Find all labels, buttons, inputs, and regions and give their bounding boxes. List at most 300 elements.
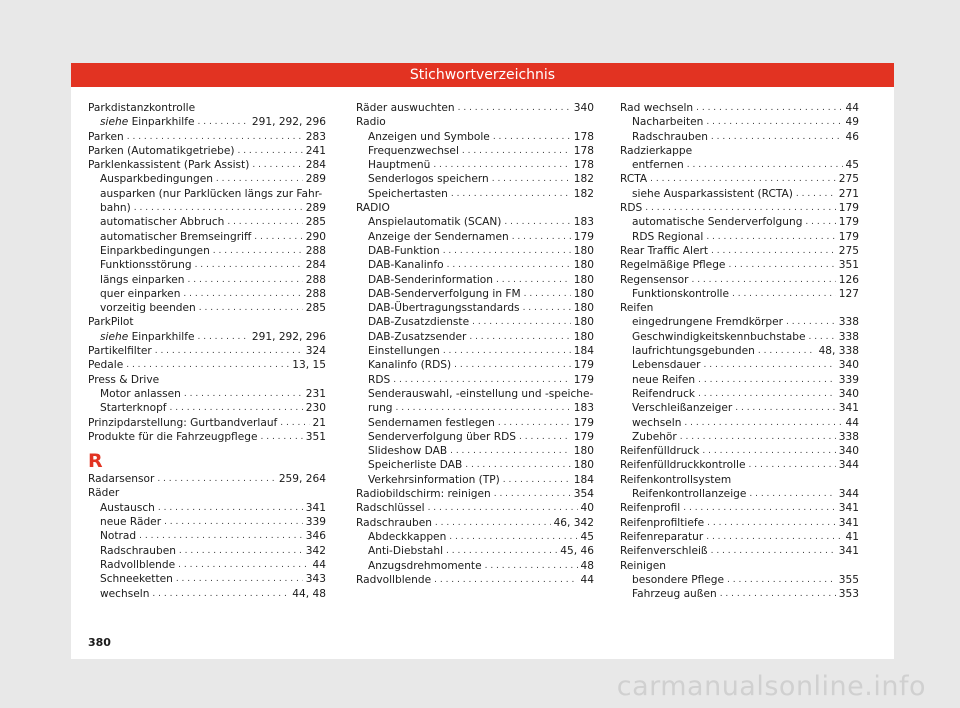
entry-text: Nacharbeiten bbox=[632, 116, 704, 129]
index-entry bbox=[356, 172, 594, 186]
entry-text: Reifenverschleiß bbox=[620, 545, 708, 558]
entry-page: 182 bbox=[573, 187, 594, 200]
index-entry bbox=[620, 516, 859, 530]
entry-page: 346 bbox=[305, 530, 326, 543]
index-entry bbox=[620, 487, 859, 501]
entry-text: Anzeige der Sendernamen bbox=[368, 230, 509, 243]
entry-term bbox=[88, 472, 154, 486]
entry-page: 41 bbox=[845, 530, 859, 543]
index-entry bbox=[620, 458, 859, 472]
index-column-3 bbox=[620, 101, 859, 601]
entry-text: Verkehrsinformation (TP) bbox=[368, 473, 500, 486]
dot-leader bbox=[728, 258, 835, 272]
entry-term bbox=[368, 559, 482, 573]
entry-text: Austausch bbox=[100, 501, 155, 514]
dot-leader bbox=[454, 358, 571, 372]
dot-leader bbox=[735, 401, 836, 415]
entry-text: Verschleißanzeiger bbox=[632, 402, 733, 415]
entry-text: Hauptmenü bbox=[368, 159, 431, 172]
entry-term bbox=[620, 172, 647, 186]
entry-term bbox=[100, 258, 192, 272]
dot-leader bbox=[183, 287, 302, 301]
entry-term bbox=[368, 273, 493, 287]
dot-leader bbox=[749, 458, 836, 472]
entry-page: 178 bbox=[573, 130, 594, 143]
entry-term bbox=[368, 301, 520, 315]
entry-page: 45 bbox=[580, 530, 594, 543]
index-entry bbox=[356, 230, 594, 244]
index-entry bbox=[88, 430, 326, 444]
dot-leader bbox=[280, 416, 309, 430]
entry-term bbox=[100, 572, 173, 586]
index-entry bbox=[356, 258, 594, 272]
dot-leader bbox=[503, 473, 571, 487]
index-heading: Parkdistanzkontrolle bbox=[88, 102, 196, 114]
entry-page: 341 bbox=[838, 545, 859, 558]
dot-leader bbox=[446, 544, 557, 558]
entry-term bbox=[100, 330, 195, 344]
index-entry bbox=[88, 158, 326, 172]
entry-page: 180 bbox=[573, 287, 594, 300]
dot-leader bbox=[650, 172, 836, 186]
dot-leader bbox=[808, 330, 835, 344]
entry-text: Partikelfilter bbox=[88, 345, 152, 358]
index-entry bbox=[88, 172, 326, 186]
dot-leader bbox=[485, 559, 578, 573]
dot-leader bbox=[261, 430, 303, 444]
dot-leader bbox=[396, 401, 571, 415]
entry-page: 290 bbox=[305, 230, 326, 243]
entry-page: 45, 46 bbox=[560, 545, 594, 558]
index-heading: Reifen bbox=[620, 302, 654, 315]
entry-text: neue Reifen bbox=[632, 373, 696, 386]
entry-term bbox=[368, 187, 448, 201]
entry-text: wechseln bbox=[632, 416, 682, 429]
entry-term bbox=[100, 244, 210, 258]
entry-term bbox=[620, 516, 704, 530]
index-entry bbox=[620, 215, 859, 229]
index-heading: ParkPilot bbox=[88, 316, 134, 329]
index-entry bbox=[88, 387, 326, 401]
entry-term bbox=[368, 401, 393, 415]
index-entry bbox=[356, 458, 594, 472]
index-entry bbox=[88, 501, 326, 515]
entry-term bbox=[632, 373, 695, 387]
dot-leader bbox=[496, 273, 571, 287]
index-entry bbox=[88, 287, 326, 301]
entry-term bbox=[88, 416, 277, 430]
entry-page: 343 bbox=[305, 573, 326, 586]
entry-text: Fahrzeug außen bbox=[632, 588, 717, 601]
entry-term bbox=[620, 101, 693, 115]
dot-leader bbox=[465, 458, 571, 472]
dot-leader bbox=[504, 215, 570, 229]
dot-leader bbox=[519, 430, 571, 444]
entry-text: eingedrungene Fremdkörper bbox=[632, 316, 783, 329]
entry-text: Anzugsdrehmomente bbox=[368, 559, 482, 572]
entry-text: Anti-Diebstahl bbox=[368, 545, 444, 558]
entry-text: Rear Traffic Alert bbox=[620, 244, 709, 257]
dot-leader bbox=[443, 244, 571, 258]
entry-text: Reifenprofiltiefe bbox=[620, 516, 705, 529]
index-entry bbox=[356, 430, 594, 444]
entry-page: 180 bbox=[573, 259, 594, 272]
entry-term bbox=[356, 501, 425, 515]
entry-term bbox=[620, 201, 642, 215]
dot-leader bbox=[687, 158, 843, 172]
dot-leader bbox=[645, 201, 836, 215]
entry-page: 184 bbox=[573, 473, 594, 486]
entry-page: 21 bbox=[312, 416, 326, 429]
entry-text: Radschrauben bbox=[632, 130, 708, 143]
dot-leader bbox=[155, 344, 303, 358]
section-banner: Stichwortverzeichnis bbox=[71, 63, 894, 87]
dot-leader bbox=[443, 344, 571, 358]
entry-page: 324 bbox=[305, 345, 326, 358]
entry-page: 179 bbox=[573, 373, 594, 386]
entry-text: Funktionskontrolle bbox=[632, 287, 730, 300]
index-entry bbox=[356, 444, 594, 458]
entry-term bbox=[620, 544, 708, 558]
entry-page: 126 bbox=[838, 273, 859, 286]
index-column-1 bbox=[88, 101, 326, 601]
index-entry bbox=[356, 130, 594, 144]
index-entry bbox=[88, 558, 326, 572]
entry-text: Reifenfülldruckkontrolle bbox=[620, 459, 746, 472]
entry-page: 184 bbox=[573, 345, 594, 358]
entry-page: 340 bbox=[838, 387, 859, 400]
dot-leader bbox=[711, 544, 836, 558]
index-entry bbox=[356, 358, 594, 372]
dot-leader bbox=[523, 301, 571, 315]
entry-page: 180 bbox=[573, 302, 594, 315]
dot-leader bbox=[199, 301, 303, 315]
entry-page: 230 bbox=[305, 402, 326, 415]
entry-term bbox=[368, 244, 440, 258]
entry-page: 275 bbox=[838, 244, 859, 257]
entry-text: Notrad bbox=[100, 530, 137, 543]
entry-text: Schneeketten bbox=[100, 573, 173, 586]
entry-term bbox=[620, 458, 746, 472]
index-entry bbox=[620, 201, 859, 215]
entry-text: entfernen bbox=[632, 159, 684, 172]
index-entry bbox=[356, 187, 594, 201]
entry-page: 289 bbox=[305, 202, 326, 215]
dot-leader bbox=[449, 530, 577, 544]
entry-term bbox=[632, 587, 717, 601]
dot-leader bbox=[227, 215, 302, 229]
index-entry bbox=[356, 487, 594, 501]
entry-text: RDS bbox=[620, 202, 643, 215]
index-entry bbox=[356, 416, 594, 430]
dot-leader bbox=[451, 187, 571, 201]
entry-text: DAB-Funktion bbox=[368, 244, 440, 257]
dot-leader bbox=[450, 444, 571, 458]
entry-text: Radiobildschirm: reinigen bbox=[356, 488, 491, 501]
entry-page: 48, 338 bbox=[818, 345, 859, 358]
entry-text: Radvollblende bbox=[356, 573, 432, 586]
index-heading: Räder bbox=[88, 487, 120, 500]
index-entry bbox=[88, 130, 326, 144]
entry-term bbox=[100, 501, 155, 515]
entry-term bbox=[632, 358, 701, 372]
entry-text: Sendernamen festlegen bbox=[368, 416, 495, 429]
entry-page: 344 bbox=[838, 488, 859, 501]
entry-text: Reifenkontrollanzeige bbox=[632, 488, 747, 501]
dot-leader bbox=[462, 144, 571, 158]
dot-leader bbox=[684, 416, 842, 430]
dot-leader bbox=[428, 501, 578, 515]
entry-page: 48 bbox=[580, 559, 594, 572]
entry-text: Regensensor bbox=[620, 273, 689, 286]
entry-page: 40 bbox=[580, 502, 594, 515]
index-entry bbox=[88, 358, 326, 372]
entry-page: 45 bbox=[845, 159, 859, 172]
entry-text: RCTA bbox=[620, 173, 648, 186]
dot-leader bbox=[176, 572, 303, 586]
entry-page: 344 bbox=[838, 459, 859, 472]
entry-text: Rad wechseln bbox=[620, 102, 694, 114]
entry-page: 285 bbox=[305, 216, 326, 229]
entry-term bbox=[620, 444, 699, 458]
dot-leader bbox=[512, 230, 571, 244]
index-entry bbox=[88, 572, 326, 586]
manual-page bbox=[71, 63, 894, 659]
dot-leader bbox=[195, 258, 303, 272]
index-entry bbox=[88, 416, 326, 430]
entry-term bbox=[632, 330, 805, 344]
index-heading: Radio bbox=[356, 116, 386, 129]
entry-term bbox=[88, 158, 249, 172]
dot-leader bbox=[184, 387, 303, 401]
index-entry bbox=[356, 344, 594, 358]
index-entry bbox=[620, 358, 859, 372]
entry-term bbox=[368, 258, 444, 272]
entry-term bbox=[632, 187, 793, 201]
entry-page: 180 bbox=[573, 316, 594, 329]
entry-term bbox=[368, 544, 443, 558]
entry-text: Reifenprofil bbox=[620, 502, 681, 515]
entry-text: automatische Senderverfolgung bbox=[632, 216, 803, 229]
entry-term bbox=[368, 330, 466, 344]
entry-term bbox=[100, 273, 185, 287]
dot-leader bbox=[179, 544, 303, 558]
entry-text: neue Räder bbox=[100, 516, 162, 529]
entry-page: 183 bbox=[573, 216, 594, 229]
dot-leader bbox=[706, 230, 835, 244]
index-entry bbox=[620, 244, 859, 258]
entry-text: längs einparken bbox=[100, 273, 185, 286]
entry-text: Produkte für die Fahrzeugpflege bbox=[88, 430, 258, 443]
entry-page: 46, 342 bbox=[553, 516, 594, 529]
dot-leader bbox=[805, 215, 835, 229]
index-entry bbox=[88, 201, 326, 215]
entry-term bbox=[100, 544, 176, 558]
entry-text: Parken bbox=[88, 130, 124, 143]
dot-leader bbox=[198, 115, 249, 129]
index-entry bbox=[620, 344, 859, 358]
index-entry bbox=[620, 416, 859, 430]
entry-page: 288 bbox=[305, 287, 326, 300]
index-entry bbox=[88, 330, 326, 344]
dot-leader bbox=[127, 130, 303, 144]
entry-page: 338 bbox=[838, 316, 859, 329]
dot-leader bbox=[758, 344, 816, 358]
entry-text: DAB-Senderverfolgung in FM bbox=[368, 287, 521, 300]
index-entry bbox=[356, 158, 594, 172]
entry-term bbox=[632, 215, 802, 229]
index-entry bbox=[620, 287, 859, 301]
dot-leader bbox=[188, 273, 303, 287]
dot-leader bbox=[213, 244, 303, 258]
entry-term bbox=[368, 172, 489, 186]
index-entry bbox=[356, 473, 594, 487]
entry-page: 179 bbox=[573, 430, 594, 443]
entry-page: 341 bbox=[838, 402, 859, 415]
dot-leader bbox=[254, 230, 302, 244]
entry-text: besondere Pflege bbox=[632, 573, 725, 586]
index-entry bbox=[620, 501, 859, 515]
entry-text: Kanalinfo (RDS) bbox=[368, 359, 452, 372]
entry-term bbox=[368, 215, 501, 229]
dot-leader bbox=[680, 430, 836, 444]
entry-term bbox=[368, 444, 447, 458]
entry-page: 341 bbox=[838, 502, 859, 515]
entry-text: Geschwindigkeitskennbuchstabe bbox=[632, 330, 806, 343]
entry-text: RDS bbox=[368, 373, 391, 386]
entry-text: Zubehör bbox=[632, 430, 677, 443]
entry-page: 46 bbox=[845, 130, 859, 143]
dot-leader bbox=[252, 158, 302, 172]
entry-page: 283 bbox=[305, 130, 326, 143]
dot-leader bbox=[698, 373, 836, 387]
entry-page: 339 bbox=[838, 373, 859, 386]
dot-leader bbox=[170, 401, 303, 415]
entry-page: 180 bbox=[573, 273, 594, 286]
index-heading: ausparken (nur Parklücken längs zur Fahr- bbox=[100, 187, 323, 200]
entry-term bbox=[368, 130, 490, 144]
index-entry bbox=[620, 587, 859, 601]
dot-leader bbox=[493, 130, 571, 144]
entry-page: 341 bbox=[305, 501, 326, 514]
watermark: carmanualsonline.info bbox=[616, 671, 926, 702]
entry-text: Radarsensor bbox=[88, 473, 155, 486]
index-entry bbox=[620, 130, 859, 144]
dot-leader bbox=[494, 487, 571, 501]
entry-text: Speicherliste DAB bbox=[368, 459, 463, 472]
entry-term bbox=[368, 158, 430, 172]
index-entry bbox=[356, 144, 594, 158]
entry-term bbox=[88, 144, 234, 158]
entry-page: 351 bbox=[838, 259, 859, 272]
index-entry bbox=[356, 573, 594, 587]
dot-leader bbox=[126, 358, 289, 372]
entry-term bbox=[100, 529, 136, 543]
entry-page: 284 bbox=[305, 259, 326, 272]
index-entry bbox=[88, 529, 326, 543]
index-entry bbox=[620, 544, 859, 558]
dot-leader bbox=[216, 172, 303, 186]
entry-term bbox=[368, 230, 509, 244]
index-entry bbox=[356, 101, 594, 115]
entry-text: Radschrauben bbox=[356, 516, 432, 529]
index-heading: Radzierkappe bbox=[620, 144, 693, 157]
entry-text: Reifendruck bbox=[632, 387, 696, 400]
entry-term bbox=[88, 358, 123, 372]
index-entry bbox=[88, 230, 326, 244]
entry-text: Lebensdauer bbox=[632, 359, 701, 372]
entry-term bbox=[100, 401, 167, 415]
dot-leader bbox=[691, 273, 835, 287]
index-entry bbox=[620, 158, 859, 172]
entry-text: Funktionsstörung bbox=[100, 259, 192, 272]
entry-page: 13, 15 bbox=[292, 359, 326, 372]
entry-page: 44 bbox=[312, 558, 326, 571]
entry-text: Parken (Automatikgetriebe) bbox=[88, 144, 235, 157]
entry-page: 351 bbox=[305, 430, 326, 443]
entry-page: 339 bbox=[305, 516, 326, 529]
dot-leader bbox=[492, 172, 571, 186]
entry-page: 355 bbox=[838, 573, 859, 586]
dot-leader bbox=[796, 187, 836, 201]
index-entry bbox=[620, 273, 859, 287]
entry-term bbox=[100, 515, 161, 529]
index-entry bbox=[620, 573, 859, 587]
dot-leader bbox=[498, 416, 571, 430]
entry-page: 44, 48 bbox=[292, 587, 326, 600]
entry-term bbox=[100, 587, 149, 601]
dot-leader bbox=[711, 130, 843, 144]
entry-term bbox=[356, 101, 455, 115]
entry-term bbox=[368, 416, 495, 430]
index-entry bbox=[620, 258, 859, 272]
index-entry bbox=[88, 401, 326, 415]
index-entry bbox=[620, 315, 859, 329]
section-letter: R bbox=[88, 450, 103, 473]
entry-term bbox=[100, 558, 175, 572]
entry-text: Einparkhilfe bbox=[128, 116, 195, 129]
entry-text: Anspielautomatik (SCAN) bbox=[368, 216, 502, 229]
index-entry bbox=[356, 401, 594, 415]
index-entry bbox=[620, 330, 859, 344]
entry-term bbox=[368, 315, 469, 329]
entry-text: Radvollblende bbox=[100, 558, 176, 571]
index-entry bbox=[620, 230, 859, 244]
index-heading: Reinigen bbox=[620, 559, 666, 572]
entry-term bbox=[620, 244, 708, 258]
index-entry bbox=[620, 101, 859, 115]
index-entry bbox=[88, 244, 326, 258]
entry-term bbox=[368, 373, 390, 387]
entry-page: 354 bbox=[573, 488, 594, 501]
dot-leader bbox=[732, 287, 836, 301]
entry-page: 178 bbox=[573, 159, 594, 172]
dot-leader bbox=[157, 472, 276, 486]
dot-leader bbox=[696, 101, 842, 115]
entry-page: 284 bbox=[305, 159, 326, 172]
entry-term bbox=[620, 258, 725, 272]
index-entry bbox=[356, 559, 594, 573]
entry-term bbox=[356, 516, 432, 530]
entry-text: bahn) bbox=[100, 202, 131, 215]
entry-term bbox=[100, 115, 195, 129]
entry-term bbox=[632, 115, 703, 129]
dot-leader bbox=[786, 315, 836, 329]
entry-term bbox=[632, 130, 708, 144]
index-entry bbox=[356, 530, 594, 544]
entry-term bbox=[88, 130, 124, 144]
entry-text: rung bbox=[368, 402, 393, 415]
